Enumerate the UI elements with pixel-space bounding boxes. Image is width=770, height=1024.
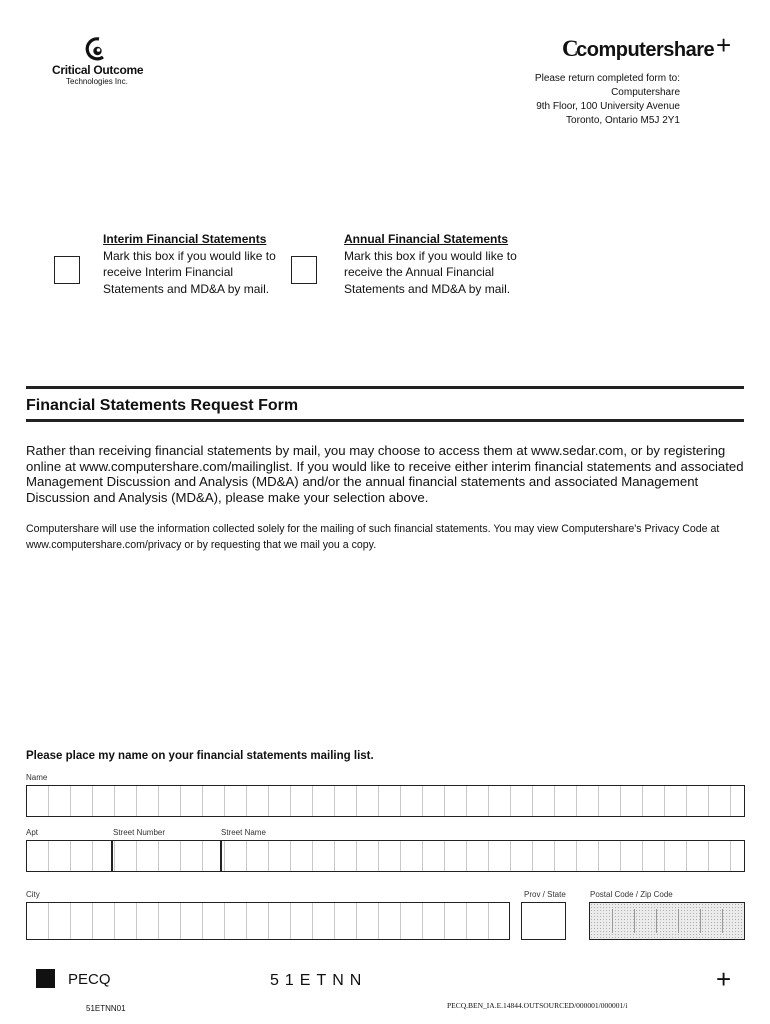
- prov-state-field[interactable]: [521, 902, 566, 940]
- postal-cell-divider: [722, 909, 723, 933]
- plus-registration-icon: +: [716, 30, 732, 60]
- privacy-paragraph: Computershare will use the information collected solely for the mailing of such financial statements. You may view Computershare's Privacy Code at www.computershare.com/privacy or by requesting that we mail you a copy.: [26, 523, 720, 551]
- city-field[interactable]: [26, 902, 510, 940]
- annual-title: Annual Financial Statements: [344, 232, 509, 246]
- interim-statements-checkbox[interactable]: [54, 256, 80, 284]
- annual-statements-checkbox[interactable]: [291, 256, 317, 284]
- document-code: 51ETNN01: [86, 1004, 126, 1013]
- name-label: Name: [26, 773, 48, 782]
- scan-marker-square: [36, 969, 55, 988]
- interim-option: [103, 231, 276, 297]
- title-rule-top: [26, 386, 744, 389]
- critical-outcome-logo-icon: [84, 36, 106, 62]
- annual-option: [344, 231, 517, 297]
- postal-cell-divider: [700, 909, 701, 933]
- postal-cell-divider: [634, 909, 635, 933]
- apt-label: Apt: [26, 828, 39, 837]
- marker-code: PECQ: [68, 971, 111, 988]
- intro-paragraph: Rather than receiving financial statements by mail, you may choose to access them at www.sedar.com, or by registering online at www.computershare.com/mailinglist. If you would like to receive either interim financial statements and associated Management Discussion and Analysis (MD&A) and/or the annual financial statements and associated Management Discussion and Analysis (MD&A), please make your selection above.: [26, 443, 744, 505]
- address-field[interactable]: [26, 840, 745, 872]
- postal-cell-divider: [678, 909, 679, 933]
- address-line: Computershare: [611, 87, 680, 98]
- postal-code-field[interactable]: [589, 902, 745, 940]
- street-name-label: Street Name: [221, 828, 266, 837]
- title-rule-bottom: [26, 419, 744, 422]
- street-number-label: Street Number: [113, 828, 166, 837]
- return-address: [535, 72, 680, 128]
- computershare-logo-text: computershare: [576, 39, 715, 61]
- postal-code-label: Postal Code / Zip Code: [590, 890, 673, 899]
- interim-line: Mark this box if you would like to: [103, 248, 276, 263]
- city-label: City: [26, 890, 40, 899]
- prov-state-label: Prov / State: [524, 890, 566, 899]
- annual-line: receive the Annual Financial: [344, 265, 495, 279]
- computershare-logo: Ccomputershare: [562, 36, 715, 61]
- postal-cell-divider: [656, 909, 657, 933]
- form-code: 51ETNN: [270, 972, 368, 989]
- apt-divider: [111, 841, 113, 871]
- name-field[interactable]: [26, 785, 745, 817]
- interim-title: Interim Financial Statements: [103, 232, 267, 246]
- return-intro: Please return completed form to:: [534, 73, 680, 84]
- street-number-divider: [220, 841, 222, 871]
- annual-line: Statements and MD&A by mail.: [344, 281, 511, 296]
- address-line: 9th Floor, 100 University Avenue: [536, 101, 680, 112]
- company-name: Critical Outcome: [52, 63, 144, 77]
- plus-registration-icon: +: [716, 964, 732, 994]
- form-title: Financial Statements Request Form: [26, 397, 299, 414]
- address-line: Toronto, Ontario M5J 2Y1: [566, 115, 680, 126]
- company-subtitle: Technologies Inc.: [66, 77, 128, 86]
- interim-line: receive Interim Financial: [103, 265, 234, 279]
- postal-cell-divider: [612, 909, 613, 933]
- interim-line: Statements and MD&A by mail.: [103, 281, 270, 296]
- document-reference: PECQ.BEN_IA.E.14844.OUTSOURCED/000001/000001/i: [447, 1001, 628, 1010]
- annual-line: Mark this box if you would like to: [344, 248, 517, 263]
- mailing-list-title: Please place my name on your financial statements mailing list.: [26, 750, 374, 762]
